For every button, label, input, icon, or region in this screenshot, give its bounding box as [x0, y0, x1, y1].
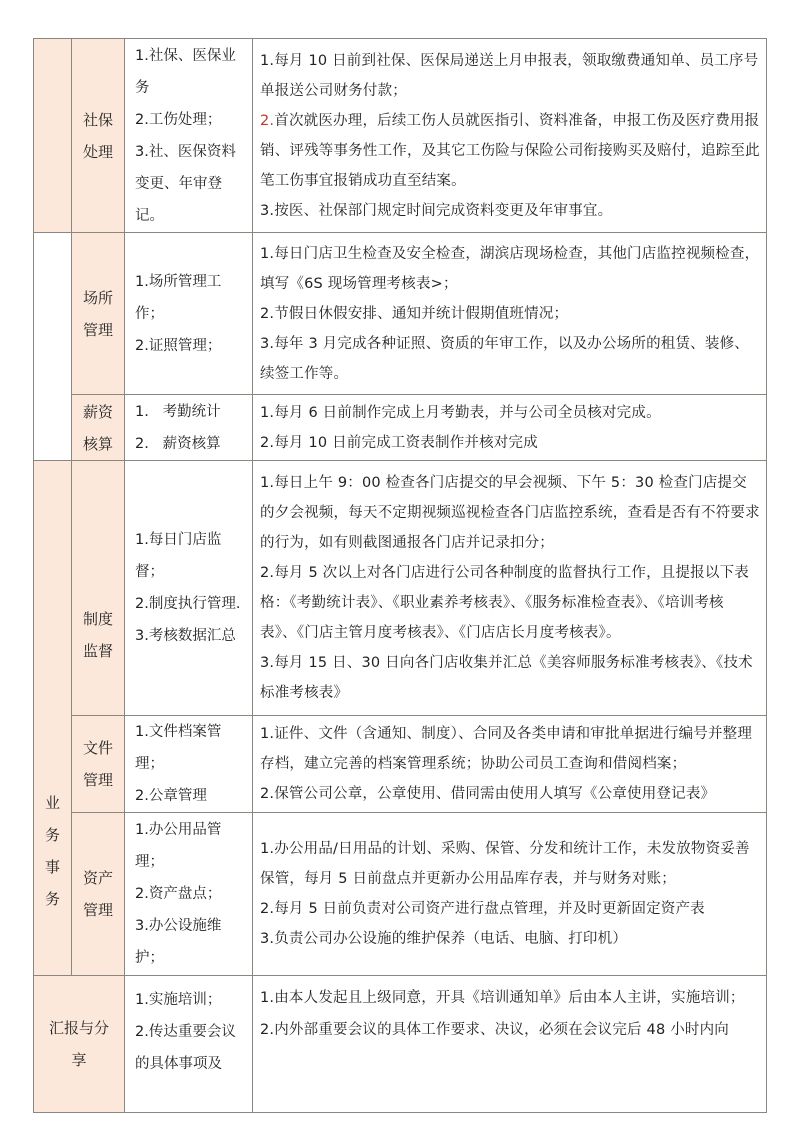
category-cell-document-management: 文件 管理 — [71, 715, 125, 813]
category-cell-payroll: 薪资 核算 — [71, 394, 125, 461]
group-cell-business-affairs — [33, 460, 72, 976]
details-cell-document-management: 1.证件、文件（含通知、制度）、合同及各类申请和审批单据进行编号并整理存档，建立完善的档案管理系统；协助公司员工查询和借阅档案； 2.保管公司公章，公章使用、借同需由使用人填写《公章使用登记表》 — [252, 715, 767, 813]
details-cell-reporting-sharing: 1.由本人发起且上级同意，开具《培训通知单》后由本人主讲，实施培训； 2.内外部重要会议的具体工作要求、决议，必须在会议完后 48 小时内向 — [252, 975, 767, 1113]
category-cell-reporting-sharing: 汇报与分 享 — [33, 975, 125, 1113]
category-cell-premises: 场所 管理 — [71, 232, 125, 395]
items-cell-asset-management: 1.办公用品管理； 2.资产盘点； 3.办公设施维护； — [124, 812, 253, 976]
category-cell-asset-management: 资产 管理 — [71, 812, 125, 976]
group-label: 业 务 事 务 — [44, 794, 60, 908]
details-cell-policy-supervision: 1.每日上午 9：00 检查各门店提交的早会视频、下午 5：30 检查门店提交的夕会视频，每天不定期视频巡视检查各门店监控系统，查看是否有不符要求的行为，如有则截图通报各门店并记录扣分； 2.每月 5 次以上对各门店进行公司各种制度的监督执行工作，且提报以下表格：《考勤统计表》、《职业素养考核表》、《服务标准检查表》、《培训考核表》、《门店主管月度考核表》、《门店店长月度考核表》。 3.每月 15 日、30 日向各门店收集并汇总《美容师服务标准考核表》、《技术标准考核表》 — [252, 460, 767, 716]
items-cell-document-management: 1.文件档案管理； 2.公章管理 — [124, 715, 253, 813]
group-cell-top — [33, 38, 72, 233]
items-cell-payroll: 1. 考勤统计 2. 薪资核算 — [124, 394, 253, 461]
details-cell-premises: 1.每日门店卫生检查及安全检查，湖滨店现场检查，其他门店监控视频检查，填写《6S 现场管理考核表>； 2.节假日休假安排、通知并统计假期值班情况； 3.每年 3 月完成各种证照、资质的年审工作，以及办公场所的租赁、装修、续签工作等。 — [252, 232, 767, 395]
details-cell-social-insurance: 1.每月 10 日前到社保、医保局递送上月申报表，领取缴费通知单、员工序号单报送公司财务付款； 2.首次就医办理，后续工伤人员就医指引、资料准备，申报工伤及医疗费用报销、评残等事务性工作，及其它工伤险与保险公司衔接购买及赔付，追踪至此笔工伤事宜报销成功直至结案。 3.按医、社保部门规定时间完成资料变更及年审事宜。 — [252, 38, 767, 233]
items-cell-premises: 1.场所管理工作； 2.证照管理； — [124, 232, 253, 395]
items-cell-policy-supervision: 1.每日门店监督； 2.制度执行管理. 3.考核数据汇总 — [124, 460, 253, 716]
details-cell-payroll: 1.每月 6 日前制作完成上月考勤表，并与公司全员核对完成。 2.每月 10 日前完成工资表制作并核对完成 — [252, 394, 767, 461]
group-cell-middle — [33, 232, 72, 461]
items-cell-reporting-sharing: 1.实施培训； 2.传达重要会议的具体事项及 — [124, 975, 253, 1113]
details-cell-asset-management: 1.办公用品/日用品的计划、采购、保管、分发和统计工作，未发放物资妥善保管，每月 5 日前盘点并更新办公用品库存表，并与财务对账； 2.每月 5 日前负责对公司资产进行盘点管理，并及时更新固定资产表 3.负责公司办公设施的维护保养（电话、电脑、打印机） — [252, 812, 767, 976]
category-cell-social-insurance: 社保 处理 — [71, 38, 125, 233]
items-cell-social-insurance: 1.社保、医保业务 2.工伤处理； 3.社、医保资料变更、年审登记。 — [124, 38, 253, 233]
category-cell-policy-supervision: 制度 监督 — [71, 460, 125, 716]
